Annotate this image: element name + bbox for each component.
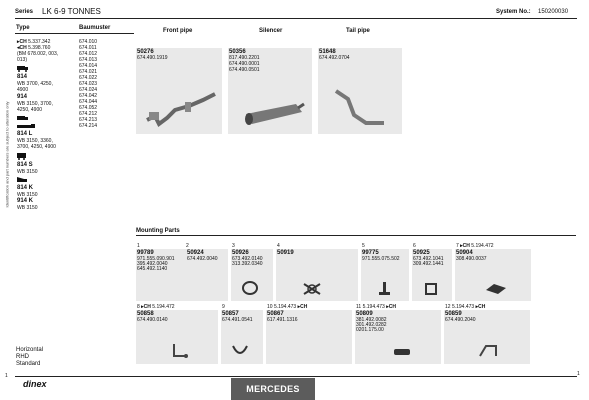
ch-icon: ▸CH	[460, 243, 470, 249]
mount-code: 673.492.0140	[232, 256, 263, 262]
dinex-logo: dinex	[23, 379, 47, 389]
mount-code: 395.492.0040	[137, 261, 168, 267]
mount-index-ch: 8 ▸CH 5.194.472	[137, 304, 175, 310]
mount-code: 673.492.1041	[413, 256, 444, 262]
mount-code: 674.492.0040	[187, 256, 218, 262]
header-rule	[15, 18, 577, 19]
mount-code: 0201.175.00	[356, 327, 384, 333]
orientation-label: Horizontal	[16, 347, 44, 353]
mount-code: 971.555.090.901	[137, 256, 175, 262]
series-label: Series	[15, 9, 34, 15]
type-bm2: 013)	[17, 57, 28, 63]
baumuster-item: 674.213	[79, 117, 98, 123]
mount-part-number: 50867	[267, 311, 284, 317]
type-ch1: ▸CH 5.337.342	[17, 39, 51, 45]
wb-814: WB 3700, 4250,	[17, 81, 53, 87]
front-pipe-code: 674.490.1919	[137, 55, 168, 61]
ch-icon: ▸CH	[475, 304, 486, 310]
ch-icon: ▸CH	[386, 304, 396, 310]
mount-index: 1	[137, 243, 140, 249]
baumuster-item: 674.013	[79, 57, 98, 63]
col-front-pipe: Front pipe	[163, 28, 193, 34]
flange-image	[302, 282, 322, 296]
mount-code: 674.490.2040	[445, 317, 476, 323]
baumuster-item: 674.212	[79, 111, 98, 117]
baumuster-item: 674.052	[79, 105, 98, 111]
wb-814lb: 3700, 4250, 4900	[17, 144, 56, 150]
baumuster-item: 674.023	[79, 81, 98, 87]
baumuster-item: 674.022	[79, 75, 98, 81]
wb-814s: WB 3150	[17, 169, 38, 175]
mount-code: 313.392.0340	[232, 261, 263, 267]
model-914k: 914 K	[17, 198, 34, 204]
bolt-image	[375, 280, 395, 296]
mount-part-number: 50857	[222, 311, 239, 317]
mount-part-number: 50924	[187, 250, 204, 256]
col-tail-pipe: Tail pipe	[346, 28, 370, 34]
mounting-rule	[136, 235, 576, 236]
u-clamp-image	[230, 342, 250, 360]
rubber-mount-image	[392, 346, 412, 358]
series-value: LK 6-9 TONNES	[42, 7, 101, 16]
drive-label: RHD	[16, 354, 29, 360]
mount-code: 308.490.0037	[456, 256, 487, 262]
col-silencer: Silencer	[259, 28, 283, 34]
dump-truck-icon	[17, 177, 27, 184]
clamp-image	[240, 280, 260, 296]
mount-part-number: 99775	[362, 250, 379, 256]
tail-pipe-number: 51648	[319, 49, 336, 55]
wb-814l: WB 3150, 3360,	[17, 138, 53, 144]
mount-code: 674.490.0140	[137, 317, 168, 323]
mount-index-ch: 10 5.194.473 ▸CH	[267, 304, 308, 310]
mount-part-number: 50925	[413, 250, 430, 256]
mounting-parts-title: Mounting Parts	[136, 228, 180, 234]
baumuster-item: 674.024	[79, 87, 98, 93]
mount-part-number: 50859	[445, 311, 462, 317]
mount-code: 309.492.1441	[413, 261, 444, 267]
mount-index: 9	[222, 304, 225, 310]
mount-part-number: 50919	[277, 250, 294, 256]
model-814k: 814 K	[17, 185, 34, 191]
baumuster-item: 674.044	[79, 99, 98, 105]
baumuster-item: 674.214	[79, 123, 98, 129]
mount-index-ch: 12 5.194.473 ▸CH	[445, 304, 486, 310]
col-type: Type	[16, 25, 30, 31]
silencer-image	[240, 100, 306, 132]
mount-index-ch: 11 5.194.473 ▸CH	[356, 304, 396, 310]
model-814: 814	[17, 74, 28, 80]
model-814s: 814 S	[17, 162, 33, 168]
baumuster-item: 674.010	[79, 39, 98, 45]
type-bm: (BM 678.002, 003,	[17, 51, 59, 57]
mount-index: 6	[413, 243, 416, 249]
ch-icon: ▸CH	[141, 304, 151, 310]
mount-index: 4	[277, 243, 280, 249]
standard-label: Standard	[16, 361, 41, 367]
tail-pipe-image	[330, 85, 390, 130]
baumuster-list	[79, 39, 109, 129]
baumuster-item: 674.012	[79, 51, 98, 57]
mount-code: 971.555.075.502	[362, 256, 400, 262]
baumuster-item: 674.021	[79, 69, 98, 75]
type-ch2: ◂CH 5.398.760	[17, 45, 51, 51]
vertical-note: Identification and part numbers are subject to alteration only	[4, 101, 10, 208]
baumuster-item: 674.042	[79, 93, 98, 99]
brand-bar: MERCEDES	[231, 378, 315, 400]
hanger-image	[166, 342, 190, 360]
silencer-code-3: 674.490.0501	[229, 67, 260, 73]
strap-image	[476, 342, 500, 360]
ch-icon: ▸CH	[297, 304, 308, 310]
mount-code: 301.492.0282	[356, 322, 387, 328]
mount-part-number: 50858	[137, 311, 154, 317]
model-914: 914	[17, 94, 28, 100]
wb-814b: 4900	[17, 87, 29, 93]
truck-icon	[17, 66, 29, 72]
mount-index: 2	[186, 243, 189, 249]
tail-pipe-code: 674.492.0704	[319, 55, 350, 61]
baumuster-item: 674.011	[79, 45, 97, 51]
wb-914k: WB 3150	[17, 205, 38, 211]
page-right: 1	[577, 371, 580, 377]
wb-914b: 4250, 4900	[17, 107, 43, 113]
bus-icon	[17, 153, 27, 160]
col-baumuster: Baumuster	[79, 25, 111, 31]
wb-814k: WB 3150	[17, 192, 38, 198]
footer-rule	[15, 376, 577, 377]
bracket-image	[484, 282, 508, 296]
model-814l: 814 L	[17, 131, 33, 137]
mount-part-number: 99789	[137, 250, 154, 256]
front-pipe-number: 50276	[137, 49, 154, 55]
system-label: System No.:	[496, 9, 531, 15]
silencer-number: 50356	[229, 49, 246, 55]
mount-code: 674.491.0541	[222, 317, 253, 323]
mount-index: 5	[362, 243, 365, 249]
mount-index-ch: 7 ▸CH 5.194.472	[456, 243, 494, 249]
system-number: 150200030	[538, 9, 569, 15]
ch-icon: ▸CH	[17, 39, 27, 45]
mount-code: 645.492.1140	[137, 266, 168, 272]
ch-icon: ◂CH	[17, 45, 27, 51]
truck-long-icon	[17, 124, 37, 130]
page-left: 1	[5, 373, 8, 379]
mount-part-number: 50926	[232, 250, 249, 256]
mount-part-number: 50809	[356, 311, 373, 317]
column-rule	[15, 33, 134, 34]
front-pipe-image	[145, 90, 217, 130]
mount-part-number: 50904	[456, 250, 473, 256]
truck-icon	[17, 116, 29, 122]
silencer-code-2: 674.490.0001	[229, 61, 260, 67]
mount-code: 617.491.1316	[267, 317, 298, 323]
mount-index: 3	[232, 243, 235, 249]
baumuster-item: 674.014	[79, 63, 98, 69]
silencer-code-1: 817.490.2201	[229, 55, 260, 61]
mount-code: 381.492.0082	[356, 317, 387, 323]
spring-clip-image	[424, 282, 440, 296]
wb-914: WB 3150, 3700,	[17, 101, 53, 107]
